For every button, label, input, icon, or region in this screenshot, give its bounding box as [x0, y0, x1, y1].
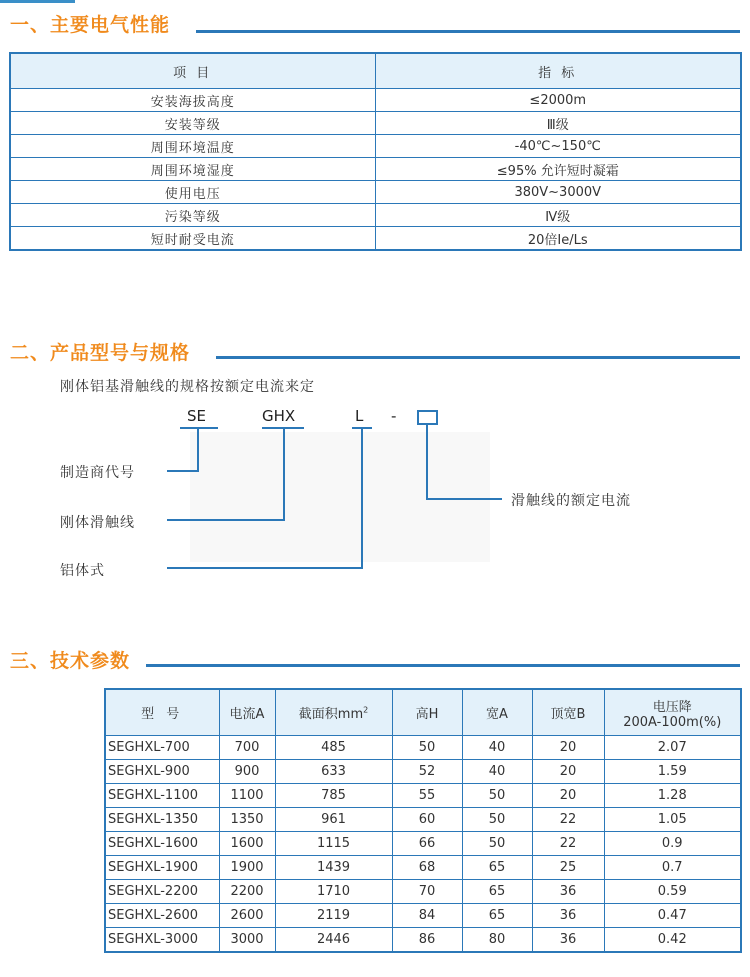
table-row — [105, 808, 741, 832]
rated-current-box — [417, 410, 438, 425]
cell-top-width: 22 — [532, 808, 604, 832]
technical-parameters-table — [104, 688, 742, 953]
electrical-performance-table — [9, 52, 742, 251]
connector-box-horizontal — [426, 498, 502, 500]
cell-height: 60 — [392, 808, 462, 832]
cell-area: 785 — [275, 784, 392, 808]
cell-model: SEGHXL-1900 — [105, 856, 219, 880]
connector-se-horizontal — [167, 470, 199, 472]
cell-height: 70 — [392, 880, 462, 904]
cell-width: 50 — [462, 784, 532, 808]
connector-l-vertical — [361, 428, 363, 568]
cell-area: 1439 — [275, 856, 392, 880]
cell-width: 65 — [462, 904, 532, 928]
cell-width: 40 — [462, 736, 532, 760]
table-row — [105, 784, 741, 808]
table-row — [10, 227, 741, 251]
table-row — [105, 856, 741, 880]
cell-top-width: 36 — [532, 880, 604, 904]
section1-underline — [196, 30, 740, 33]
cell-voltage-drop: 2.07 — [604, 736, 741, 760]
table-header-row — [105, 689, 741, 736]
header-vdrop-line1: 电压降 — [652, 699, 692, 715]
cell-voltage-drop: 1.59 — [604, 760, 741, 784]
table-row — [105, 736, 741, 760]
row-label: 安装海拔高度 — [10, 89, 375, 112]
cell-top-width: 22 — [532, 832, 604, 856]
top-accent-bar — [0, 0, 75, 3]
cell-current: 1350 — [219, 808, 275, 832]
cell-width: 65 — [462, 856, 532, 880]
section1-title: 一、主要电气性能 — [10, 14, 171, 36]
header-voltage-drop — [604, 689, 741, 736]
cell-top-width: 25 — [532, 856, 604, 880]
table-header-row — [10, 53, 741, 89]
table-row — [105, 904, 741, 928]
header-area — [275, 689, 392, 736]
cell-area: 1115 — [275, 832, 392, 856]
row-value: Ⅳ级 — [375, 204, 741, 227]
row-value: 20倍Ie/Ls — [375, 227, 741, 251]
cell-model: SEGHXL-900 — [105, 760, 219, 784]
cell-top-width: 36 — [532, 904, 604, 928]
header-area-text: 截面积mm — [298, 707, 364, 722]
connector-box-vertical — [426, 424, 428, 499]
cell-voltage-drop: 0.47 — [604, 904, 741, 928]
table-row — [10, 112, 741, 135]
cell-current: 1100 — [219, 784, 275, 808]
table-row — [105, 928, 741, 953]
cell-current: 900 — [219, 760, 275, 784]
cell-width: 50 — [462, 832, 532, 856]
cell-width: 50 — [462, 808, 532, 832]
cell-current: 1900 — [219, 856, 275, 880]
header-top-width: 顶宽B — [532, 689, 604, 736]
header-model: 型 号 — [105, 689, 219, 736]
row-label: 污染等级 — [10, 204, 375, 227]
header-width: 宽A — [462, 689, 532, 736]
code-ghx: GHX — [262, 407, 296, 425]
cell-current: 700 — [219, 736, 275, 760]
cell-current: 1600 — [219, 832, 275, 856]
row-label: 周围环境温度 — [10, 135, 375, 158]
table-row — [10, 204, 741, 227]
header-height: 高H — [392, 689, 462, 736]
row-label: 使用电压 — [10, 181, 375, 204]
cell-model: SEGHXL-1100 — [105, 784, 219, 808]
header-vdrop-line2: 200A-100m(%) — [623, 714, 722, 730]
cell-width: 80 — [462, 928, 532, 953]
cell-height: 55 — [392, 784, 462, 808]
cell-area: 2119 — [275, 904, 392, 928]
header-spec: 指 标 — [375, 53, 741, 89]
cell-width: 40 — [462, 760, 532, 784]
cell-width: 65 — [462, 880, 532, 904]
cell-voltage-drop: 1.05 — [604, 808, 741, 832]
cell-voltage-drop: 0.42 — [604, 928, 741, 953]
code-se-underline — [180, 427, 218, 429]
cell-voltage-drop: 0.9 — [604, 832, 741, 856]
cell-voltage-drop: 0.59 — [604, 880, 741, 904]
cell-current: 2200 — [219, 880, 275, 904]
cell-model: SEGHXL-2200 — [105, 880, 219, 904]
cell-height: 84 — [392, 904, 462, 928]
code-se: SE — [187, 407, 206, 425]
table-row — [10, 89, 741, 112]
cell-model: SEGHXL-700 — [105, 736, 219, 760]
header-item: 项 目 — [10, 53, 375, 89]
label-rigid-line: 刚体滑触线 — [60, 515, 135, 531]
cell-current: 2600 — [219, 904, 275, 928]
row-value: -40℃~150℃ — [375, 135, 741, 158]
section3-title: 三、技术参数 — [10, 650, 131, 672]
table-row — [10, 135, 741, 158]
section3-underline — [146, 664, 740, 667]
table-row — [105, 760, 741, 784]
cell-area: 485 — [275, 736, 392, 760]
cell-model: SEGHXL-2600 — [105, 904, 219, 928]
model-intro-text: 刚体铝基滑触线的规格按额定电流来定 — [60, 379, 315, 395]
code-l: L — [355, 407, 364, 425]
header-current: 电流A — [219, 689, 275, 736]
label-manufacturer-code: 制造商代号 — [60, 465, 135, 481]
row-value: ≤95% 允许短时凝霜 — [375, 158, 741, 181]
connector-ghx-horizontal — [167, 519, 285, 521]
code-dash: - — [391, 407, 397, 425]
section2-title: 二、产品型号与规格 — [10, 342, 191, 364]
cell-area: 961 — [275, 808, 392, 832]
row-label: 安装等级 — [10, 112, 375, 135]
cell-voltage-drop: 0.7 — [604, 856, 741, 880]
cell-model: SEGHXL-3000 — [105, 928, 219, 953]
faint-watermark — [190, 432, 490, 562]
cell-height: 68 — [392, 856, 462, 880]
cell-height: 66 — [392, 832, 462, 856]
connector-l-horizontal — [167, 567, 363, 569]
cell-top-width: 20 — [532, 784, 604, 808]
cell-area: 2446 — [275, 928, 392, 953]
cell-top-width: 36 — [532, 928, 604, 953]
table-row — [105, 832, 741, 856]
row-value: Ⅲ级 — [375, 112, 741, 135]
table-row — [10, 158, 741, 181]
table-row — [105, 880, 741, 904]
cell-top-width: 20 — [532, 760, 604, 784]
row-value: 380V~3000V — [375, 181, 741, 204]
cell-model: SEGHXL-1350 — [105, 808, 219, 832]
cell-height: 52 — [392, 760, 462, 784]
cell-height: 86 — [392, 928, 462, 953]
cell-voltage-drop: 1.28 — [604, 784, 741, 808]
cell-area: 633 — [275, 760, 392, 784]
row-label: 短时耐受电流 — [10, 227, 375, 251]
cell-area: 1710 — [275, 880, 392, 904]
row-value: ≤2000m — [375, 89, 741, 112]
row-label: 周围环境湿度 — [10, 158, 375, 181]
header-area-sup: 2 — [363, 705, 369, 715]
label-rated-current: 滑触线的额定电流 — [511, 493, 631, 509]
connector-se-vertical — [197, 428, 199, 471]
label-aluminum-body: 铝体式 — [60, 563, 105, 579]
cell-model: SEGHXL-1600 — [105, 832, 219, 856]
cell-top-width: 20 — [532, 736, 604, 760]
cell-current: 3000 — [219, 928, 275, 953]
table-row — [10, 181, 741, 204]
cell-height: 50 — [392, 736, 462, 760]
section2-underline — [216, 356, 740, 359]
connector-ghx-vertical — [283, 428, 285, 520]
